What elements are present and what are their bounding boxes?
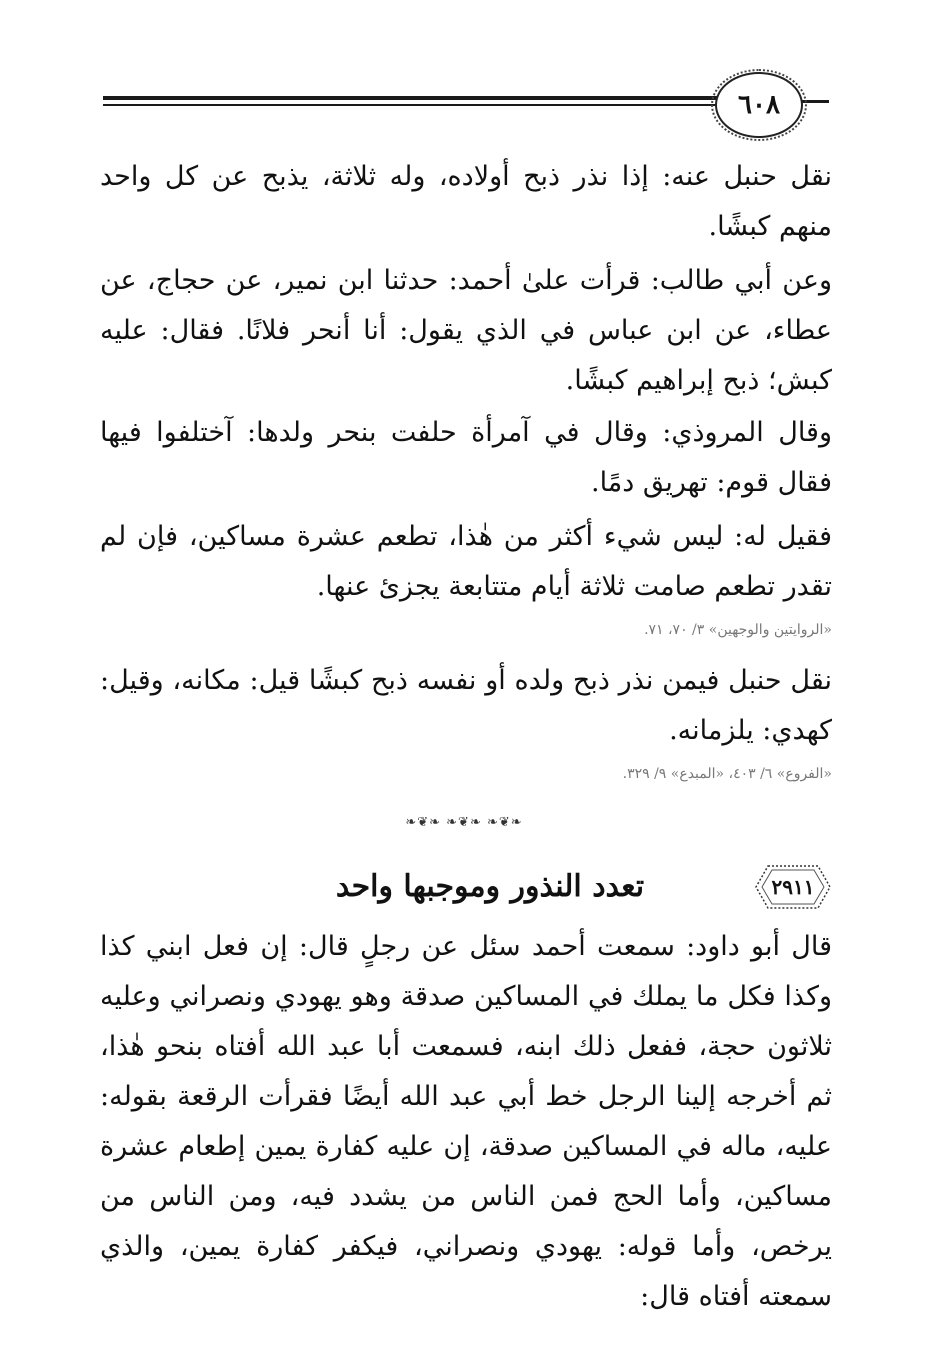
footnote-reference-2: «الفروع» ٦/ ٤٠٣، «المبدع» ٩/ ٣٢٩. bbox=[622, 766, 832, 782]
paragraph-3: وقال المروذي: وقال في آمرأة حلفت بنحر ولدها: آختلفوا فيها فقال قوم: تهريق دمًا. bbox=[100, 417, 832, 498]
paragraph-4: فقيل له: ليس شيء أكثر من هٰذا، تطعم عشرة مساكين، فإن لم تقدر تطعم صامت ثلاثة أيام متتابعة يجزئ عنها. bbox=[100, 521, 832, 602]
section-number-badge bbox=[754, 864, 832, 910]
header-rule-thin bbox=[103, 104, 743, 106]
ornament-divider: ❧❦❧ ❧❦❧ ❧❦❧ bbox=[405, 815, 523, 830]
section-number: ٢٩١١ bbox=[771, 875, 815, 899]
paragraph-5: نقل حنبل فيمن نذر ذبح ولده أو نفسه ذبح كبشًا قيل: مكانه، وقيل: كهدي: يلزمانه. bbox=[100, 665, 832, 746]
section-heading bbox=[100, 862, 832, 912]
footnote-reference-1: «الروايتين والوجهين» ٣/ ٧٠، ٧١. bbox=[644, 622, 832, 638]
paragraph-6: قال أبو داود: سمعت أحمد سئل عن رجلٍ قال: إن فعل ابني كذا وكذا فكل ما يملك في المساكين صدقة وهو يهودي ونصراني وعليه ثلاثون حجة، ففعل ذلك ابنه، فسمعت أبا عبد الله أفتاه بنحو هٰذا، ثم أخرجه إلينا الرجل خط أبي عبد الله أيضًا فقرأت الرقعة بقوله: عليه، ماله في المساكين صدقة، إن عليه كفارة يمين إطعام عشرة مساكين، وأما الحج فمن الناس من يشدد فيه، ومن الناس من يرخص، وأما قوله: يهودي ونصراني، فيكفر كفارة يمين، والذي سمعته أفتاه قال: bbox=[100, 931, 832, 1312]
page-header bbox=[103, 64, 829, 144]
section-title: تعدد النذور وموجبها واحد bbox=[335, 869, 645, 904]
paragraph-1: نقل حنبل عنه: إذا نذر ذبح أولاده، وله ثلاثة، يذبح عن كل واحد منهم كبشًا. bbox=[100, 161, 832, 242]
header-rule-thick bbox=[103, 96, 743, 100]
paragraph-2: وعن أبي طالب: قرأت علىٰ أحمد: حدثنا ابن نمير، عن حجاج، عن عطاء، عن ابن عباس في الذي يقول: أنا أنحر فلانًا. فقال: عليه كبش؛ ذبح إبراهيم كبشًا. bbox=[100, 265, 832, 396]
page-number: ٦٠٨ bbox=[715, 72, 803, 138]
